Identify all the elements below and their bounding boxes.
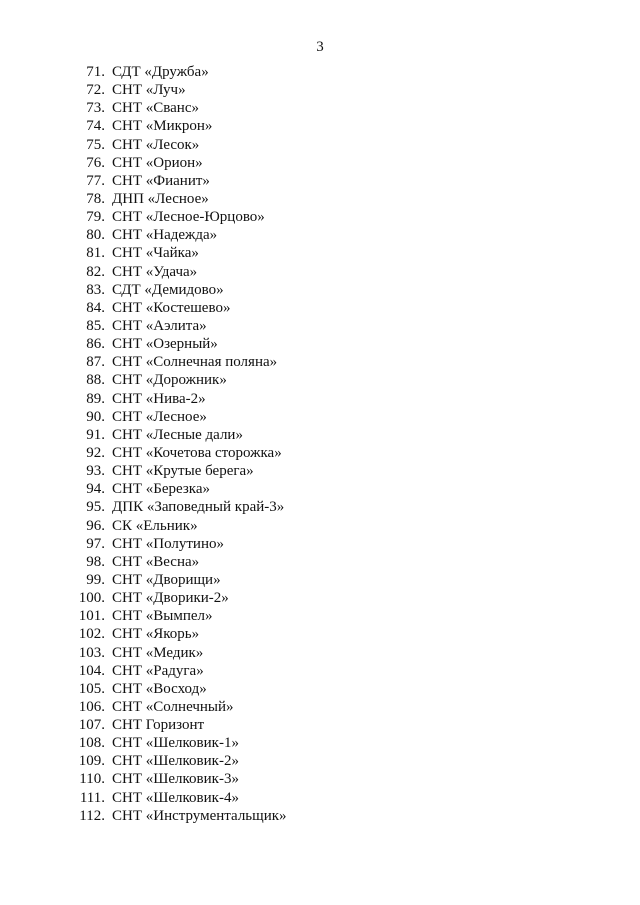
item-number: 103.: [78, 644, 105, 661]
item-number: 108.: [78, 735, 105, 752]
item-name: СНТ «Фианит»: [112, 172, 210, 189]
item-number: 87.: [86, 354, 105, 371]
item-number: 90.: [86, 408, 105, 425]
item-name: СНТ «Орион»: [112, 154, 203, 171]
item-number: 105.: [78, 680, 105, 697]
item-number: 110.: [79, 771, 105, 788]
item-number: 93.: [86, 463, 105, 480]
item-number: 83.: [86, 281, 105, 298]
item-number: 94.: [86, 481, 105, 498]
item-number: 84.: [86, 299, 105, 316]
item-name: СНТ «Якорь»: [112, 626, 200, 643]
item-number: 91.: [86, 426, 105, 443]
item-name: СНТ «Солнечная поляна»: [112, 354, 278, 371]
item-name: СНТ «Весна»: [112, 553, 200, 570]
item-number: 82.: [86, 263, 105, 280]
item-name: СНТ «Нива-2»: [112, 390, 206, 407]
item-number: 79.: [86, 209, 105, 226]
item-name: СНТ «Полутино»: [112, 535, 224, 552]
item-name: СНТ «Лесок»: [112, 136, 200, 153]
item-name: СНТ «Шелковик-2»: [112, 753, 239, 770]
item-name: СДТ «Дружба»: [112, 64, 209, 80]
item-name: СНТ «Восход»: [112, 680, 207, 697]
item-name: СНТ Горизонт: [112, 717, 205, 734]
item-number: 104.: [78, 662, 105, 679]
item-name: СНТ «Луч»: [112, 82, 186, 99]
item-name: СНТ «Лесное»: [112, 408, 207, 425]
item-number: 96.: [86, 517, 105, 534]
item-name: СНТ «Березка»: [112, 481, 211, 498]
item-number: 111.: [79, 789, 105, 806]
item-number: 92.: [86, 444, 105, 461]
item-name: СНТ «Аэлита»: [112, 317, 207, 334]
item-name: СНТ «Радуга»: [112, 662, 204, 679]
item-number: 74.: [86, 118, 105, 135]
item-number: 75.: [86, 136, 105, 153]
item-number: 107.: [78, 717, 105, 734]
item-number: 73.: [86, 100, 105, 117]
item-number: 99.: [86, 571, 105, 588]
item-name: СНТ «Дорожник»: [112, 372, 227, 389]
item-name: СНТ «Шелковик-1»: [112, 735, 239, 752]
item-name: СДТ «Демидово»: [112, 281, 224, 298]
item-number: 88.: [86, 372, 105, 389]
item-number: 85.: [86, 317, 105, 334]
item-number: 112.: [79, 807, 105, 824]
item-number: 80.: [86, 227, 105, 244]
item-name: СНТ «Лесные дали»: [112, 426, 243, 443]
item-name: СНТ «Лесное-Юрцово»: [112, 209, 265, 226]
item-number: 97.: [86, 535, 105, 552]
item-name: СНТ «Крутые берега»: [112, 463, 254, 480]
item-number: 106.: [78, 698, 105, 715]
item-name: СНТ «Микрон»: [112, 118, 213, 135]
item-name: ДНП «Лесное»: [112, 190, 209, 207]
item-name: СНТ «Дворики-2»: [112, 590, 229, 607]
item-name: СНТ «Костешево»: [112, 299, 231, 316]
item-number: 95.: [86, 499, 105, 516]
item-name: СНТ «Надежда»: [112, 227, 218, 244]
item-number: 98.: [86, 553, 105, 570]
item-name: СНТ «Шелковик-3»: [112, 771, 239, 788]
item-name: СНТ «Кочетова сторожка»: [112, 444, 282, 461]
item-name: СНТ «Медик»: [112, 644, 204, 661]
item-name: СНТ «Солнечный»: [112, 698, 234, 715]
item-name: СНТ «Дворищи»: [112, 571, 221, 588]
item-number: 72.: [86, 82, 105, 99]
item-name: СНТ «Инструментальщик»: [112, 807, 287, 824]
item-number: 89.: [86, 390, 105, 407]
item-number: 77.: [86, 172, 105, 189]
item-name: СНТ «Озерный»: [112, 336, 218, 353]
item-name: СНТ «Вымпел»: [112, 608, 213, 625]
item-number: 100.: [78, 590, 105, 607]
item-name: СНТ «Чайка»: [112, 245, 199, 262]
item-number: 102.: [78, 626, 105, 643]
page-number: 3: [316, 39, 324, 55]
item-number: 71.: [86, 64, 105, 80]
item-name: СНТ «Удача»: [112, 263, 198, 280]
item-number: 76.: [86, 154, 105, 171]
item-name: СНТ «Сванс»: [112, 100, 199, 117]
item-number: 109.: [78, 753, 105, 770]
item-number: 78.: [86, 190, 105, 207]
item-number: 81.: [86, 245, 105, 262]
item-name: СНТ «Шелковик-4»: [112, 789, 239, 806]
item-name: СК «Ельник»: [112, 517, 198, 534]
item-name: ДПК «Заповедный край-3»: [112, 499, 285, 516]
item-number: 86.: [86, 336, 105, 353]
item-number: 101.: [78, 608, 105, 625]
